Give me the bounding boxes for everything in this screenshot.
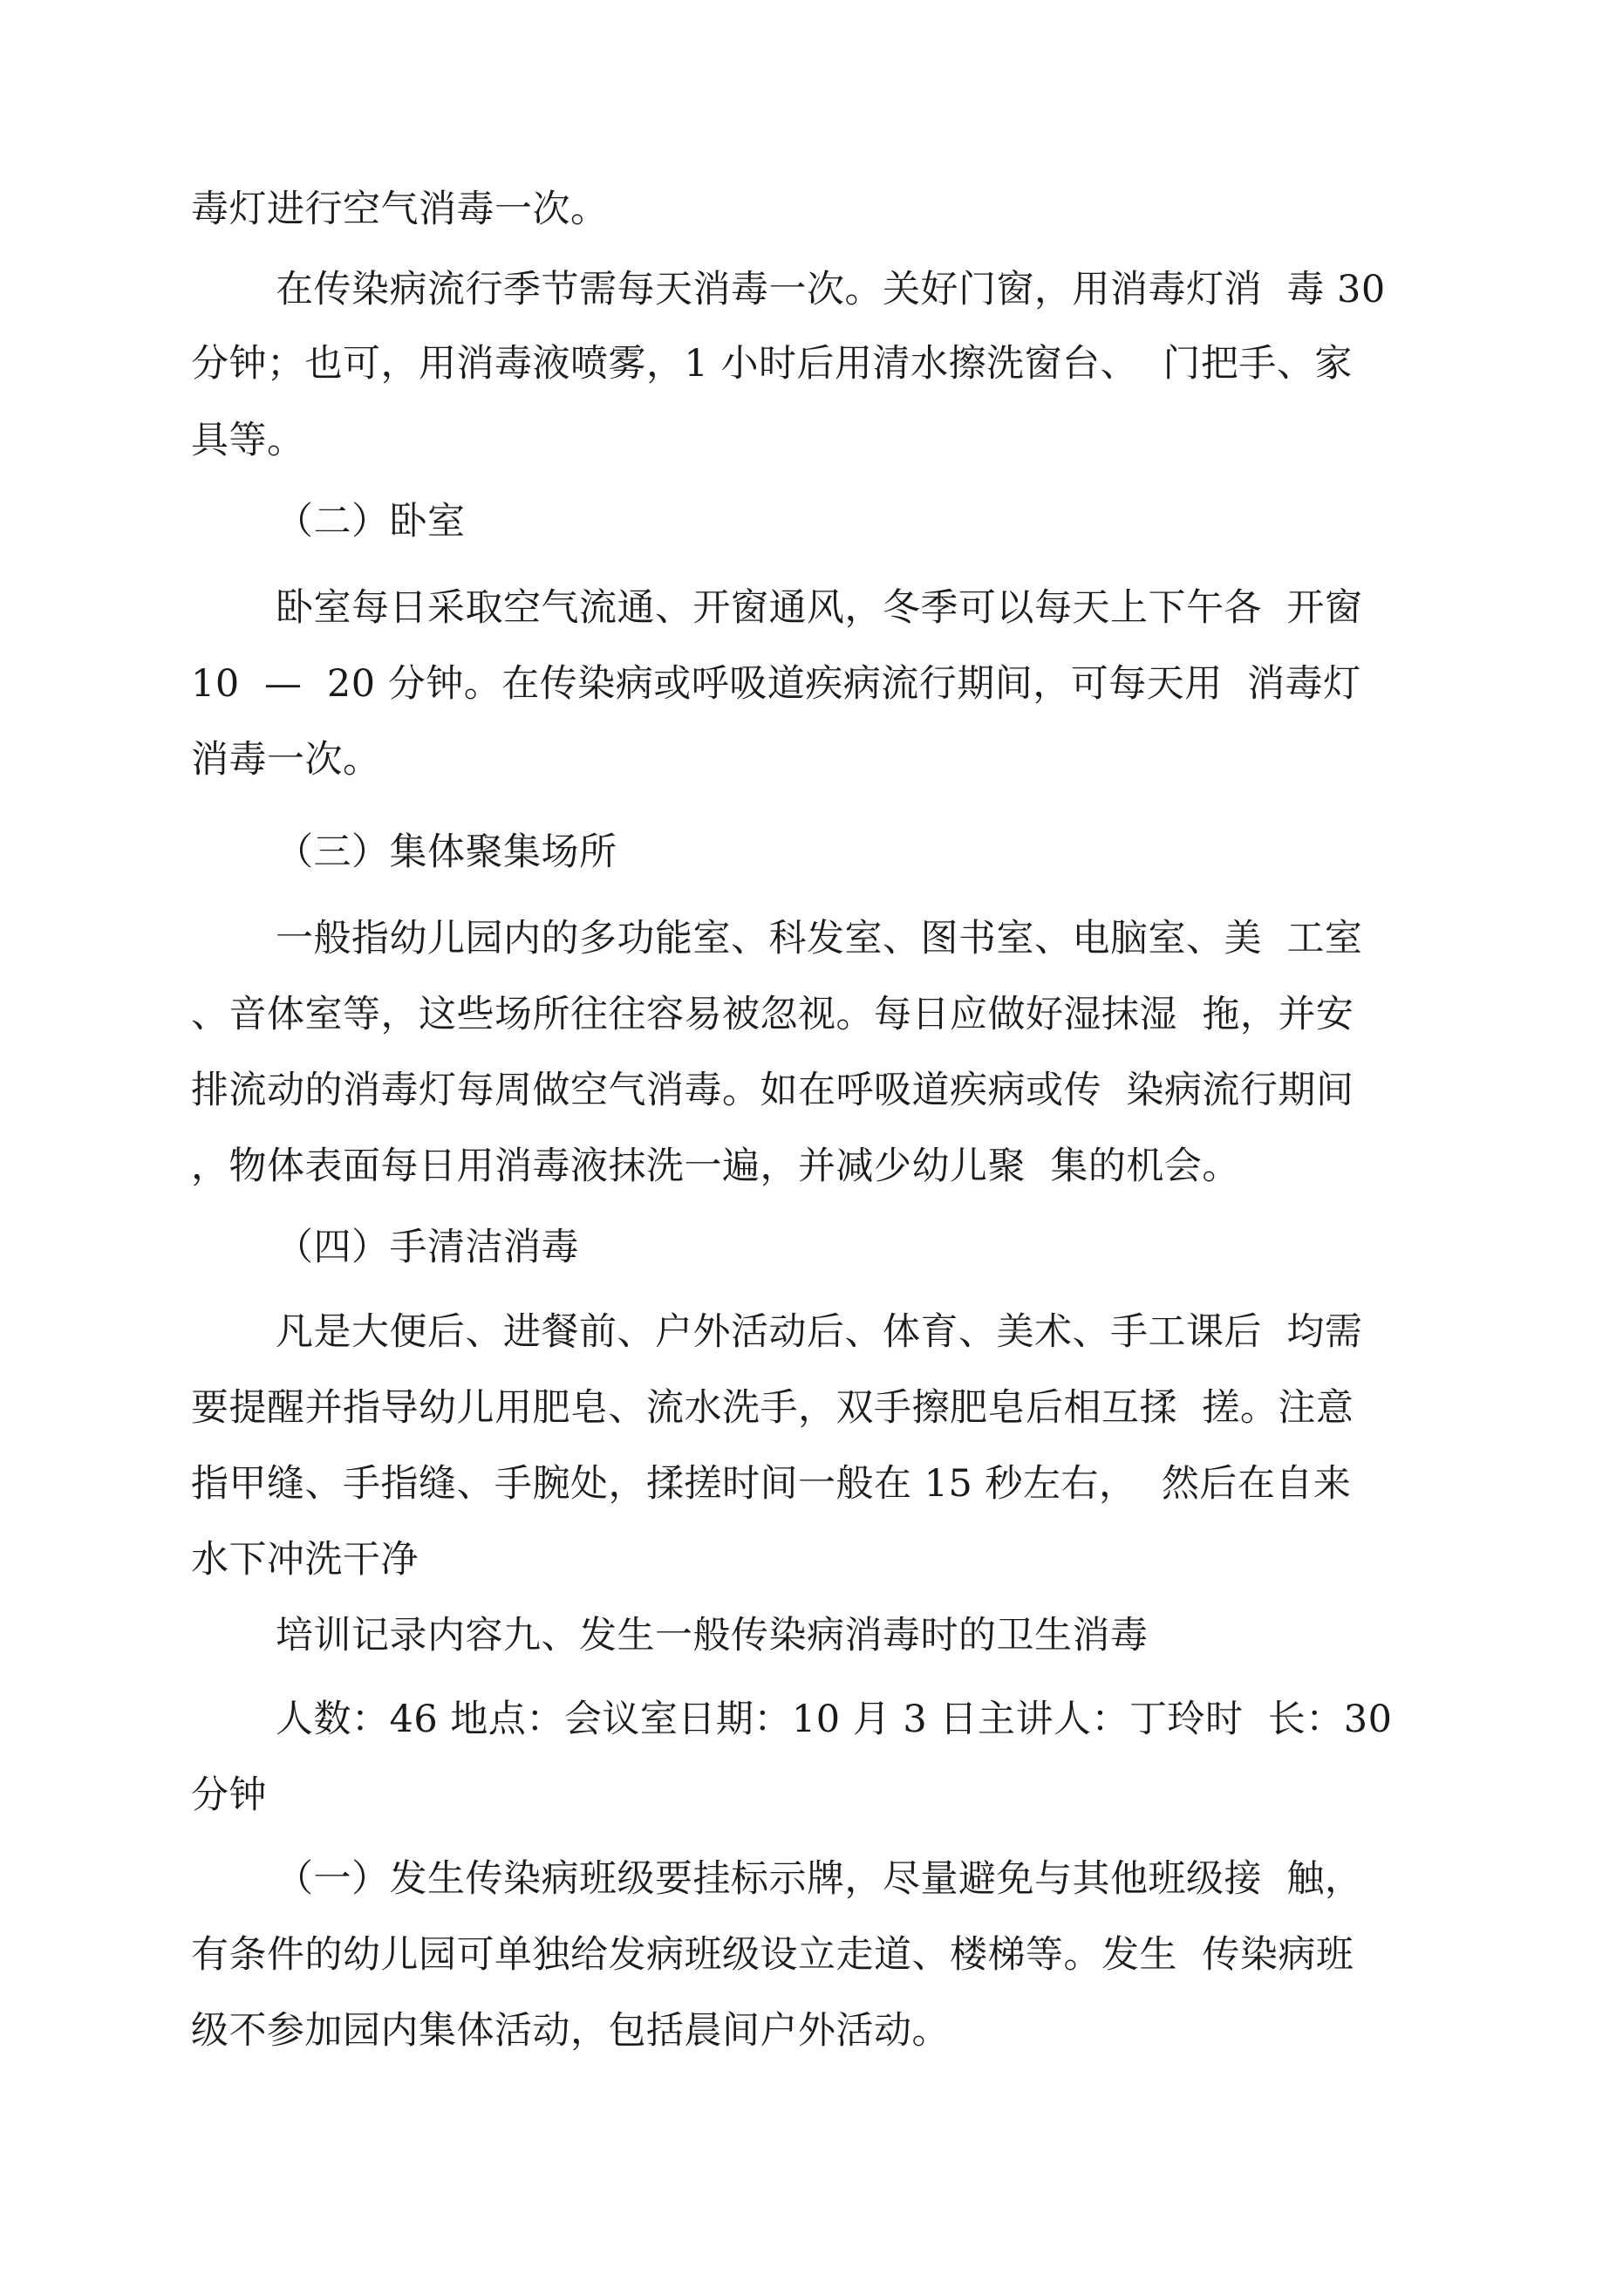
text-line: 指甲缝、手指缝、手腕处，揉搓时间一般在 15 秒左右， 然后在自来 — [191, 1462, 1352, 1506]
training-record-meta: 人数：46 地点：会议室日期：10 月 3 日主讲人：丁玲时 长：30 — [276, 1698, 1393, 1741]
section-heading: （四）手清洁消毒 — [276, 1226, 579, 1269]
text-line: 具等。 — [191, 419, 305, 462]
section-heading: （二）卧室 — [276, 500, 466, 543]
text-line: 在传染病流行季节需每天消毒一次。关好门窗，用消毒灯消 毒 30 — [276, 268, 1386, 311]
training-record-title: 培训记录内容九、发生一般传染病消毒时的卫生消毒 — [276, 1614, 1149, 1657]
text-line: ，物体表面每日用消毒液抹洗一遍，并减少幼儿聚 集的机会。 — [191, 1145, 1240, 1188]
text-line: 级不参加园内集体活动，包括晨间户外活动。 — [191, 2009, 950, 2053]
text-line: 分钟 — [191, 1773, 267, 1817]
text-line: 10 — 20 分钟。在传染病或呼吸道疾病流行期间，可每天用 消毒灯 — [191, 662, 1361, 706]
text-line: 要提醒并指导幼儿用肥皂、流水洗手，双手擦肥皂后相互揉 搓。注意 — [191, 1386, 1354, 1430]
text-line: 、音体室等，这些场所往往容易被忽视。每日应做好湿抹湿 拖，并安 — [191, 993, 1354, 1036]
text-line: 消毒一次。 — [191, 738, 381, 782]
text-line: （一）发生传染病班级要挂标示牌，尽量避免与其他班级接 触， — [276, 1857, 1363, 1901]
text-line: 凡是大便后、进餐前、户外活动后、体育、美术、手工课后 均需 — [276, 1310, 1363, 1354]
text-line: 一般指幼儿园内的多功能室、科发室、图书室、电脑室、美 工室 — [276, 917, 1363, 960]
text-line: 卧室每日采取空气流通、开窗通风，冬季可以每天上下午各 开窗 — [276, 586, 1363, 630]
text-line: 毒灯进行空气消毒一次。 — [191, 188, 609, 231]
text-line: 有条件的幼儿园可单独给发病班级设立走道、楼梯等。发生 传染病班 — [191, 1933, 1354, 1977]
text-line: 分钟；也可，用消毒液喷雾，1 小时后用清水擦洗窗台、 门把手、家 — [191, 342, 1353, 386]
section-heading: （三）集体聚集场所 — [276, 830, 617, 874]
text-line: 水下冲洗干净 — [191, 1538, 419, 1582]
text-line: 排流动的消毒灯每周做空气消毒。如在呼吸道疾病或传 染病流行期间 — [191, 1069, 1354, 1112]
